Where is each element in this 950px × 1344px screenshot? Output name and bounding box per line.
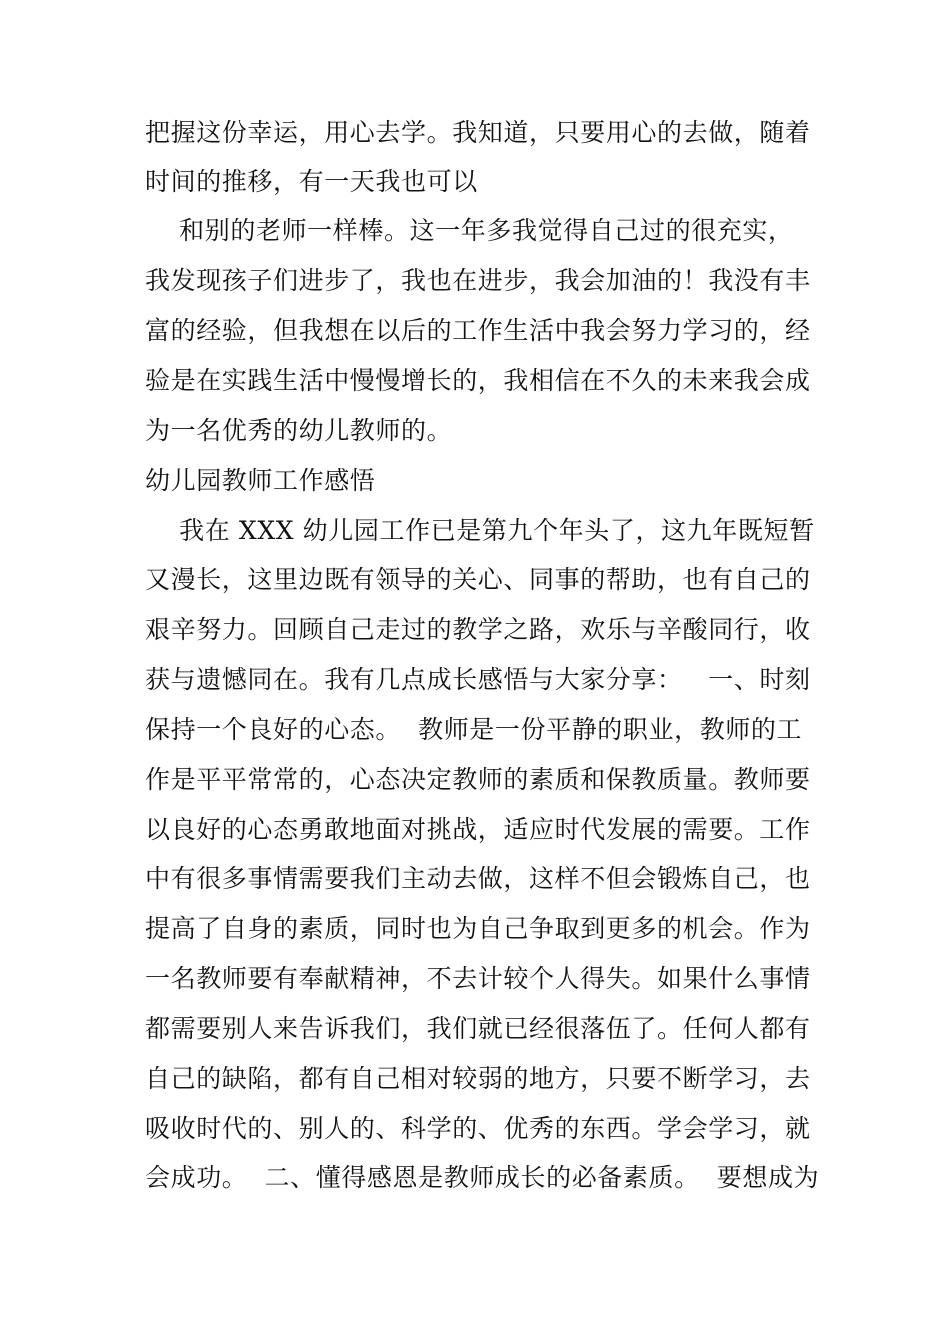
text-line: 把握这份幸运，用心去学。我知道，只要用心的去做，随着: [145, 118, 811, 147]
text-line: 吸收时代的、别人的、科学的、优秀的东西。学会学习，就: [145, 1114, 811, 1143]
text-line: 提高了自身的素质，同时也为自己争取到更多的机会。作为: [145, 914, 811, 943]
text-line: 和别的老师一样棒。这一年多我觉得自己过的很充实，: [145, 216, 794, 245]
text-line: 以良好的心态勇敢地面对挑战，适应时代发展的需要。工作: [145, 815, 811, 844]
text-line: 时间的推移，有一天我也可以: [145, 167, 478, 196]
text-line: 又漫长，这里边既有领导的关心、同事的帮助，也有自己的: [145, 565, 811, 594]
text-line: 我在 XXX 幼儿园工作已是第九个年头了，这九年既短暂: [145, 516, 815, 545]
text-line: 富的经验，但我想在以后的工作生活中我会努力学习的，经: [145, 316, 811, 345]
text-line: 都需要别人来告诉我们，我们就已经很落伍了。任何人都有: [145, 1014, 811, 1043]
text-line: 作是平平常常的，心态决定教师的素质和保教质量。教师要: [145, 765, 811, 794]
text-line: 为一名优秀的幼儿教师的。: [145, 416, 453, 445]
text-line: 自己的缺陷，都有自己相对较弱的地方，只要不断学习，去: [145, 1064, 811, 1093]
text-line: 中有很多事情需要我们主动去做，这样不但会锻炼自己，也: [145, 864, 811, 893]
text-line: 艰辛努力。回顾自己走过的教学之路，欢乐与辛酸同行，收: [145, 615, 811, 644]
text-line: 获与遗憾同在。我有几点成长感悟与大家分享： 一、时刻: [145, 665, 811, 694]
text-line: 我发现孩子们进步了，我也在进步，我会加油的！我没有丰: [145, 266, 811, 295]
section-heading: 幼儿园教师工作感悟: [145, 466, 376, 495]
text-line: 保持一个良好的心态。 教师是一份平静的职业，教师的工: [145, 715, 803, 744]
text-line: 会成功。 二、懂得感恩是教师成长的必备素质。 要想成为: [145, 1163, 820, 1192]
text-line: 验是在实践生活中慢慢增长的，我相信在不久的未来我会成: [145, 366, 811, 395]
text-line: 一名教师要有奉献精神，不去计较个人得失。如果什么事情: [145, 964, 811, 993]
